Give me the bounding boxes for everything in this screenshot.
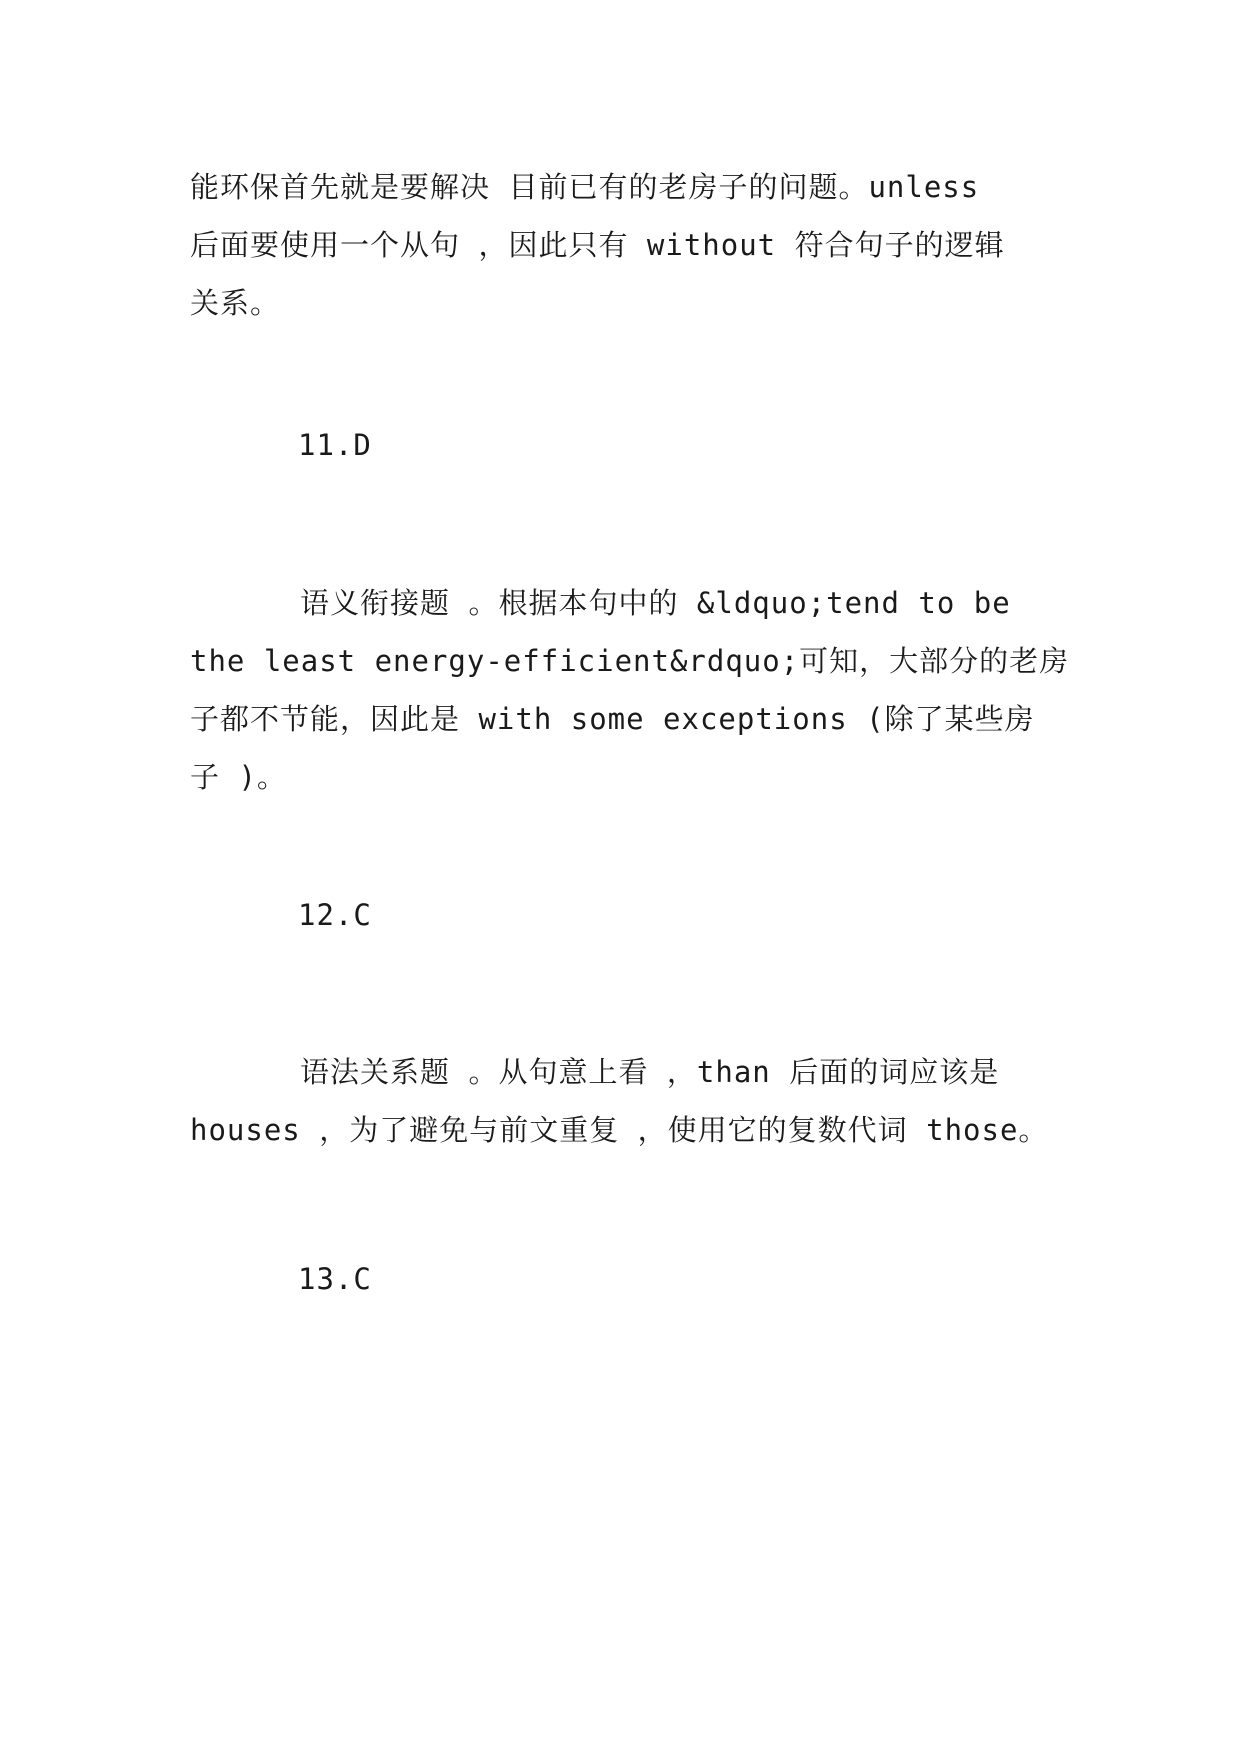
text-line: 后面要使用一个从句 ，因此只有 without 符合句子的逻辑 <box>190 228 1005 262</box>
text-line: 子 )。 <box>190 760 287 794</box>
text-line: 关系。 <box>190 286 281 320</box>
answer-label-13: 13.C <box>298 1262 372 1296</box>
answer-label-11: 11.D <box>298 428 372 462</box>
text-line: 语法关系题 。从句意上看 ，than 后面的词应该是 <box>300 1055 1000 1089</box>
explanation-paragraph-11 <box>190 574 1070 806</box>
text-line: 子都不节能，因此是 with some exceptions (除了某些房 <box>190 702 1035 736</box>
text-line: houses ，为了避免与前文重复 ，使用它的复数代词 those。 <box>190 1113 1049 1147</box>
explanation-paragraph-10 <box>190 158 1070 332</box>
explanation-paragraph-12 <box>190 1043 1070 1159</box>
answer-label-12: 12.C <box>298 898 372 932</box>
text-line: 语义衔接题 。根据本句中的 &ldquo;tend to be <box>300 586 1011 620</box>
text-line: 能环保首先就是要解决 目前已有的老房子的问题。unless <box>190 170 980 204</box>
text-line: the least energy-efficient&rdquo;可知，大部分的老房 <box>190 644 1070 678</box>
